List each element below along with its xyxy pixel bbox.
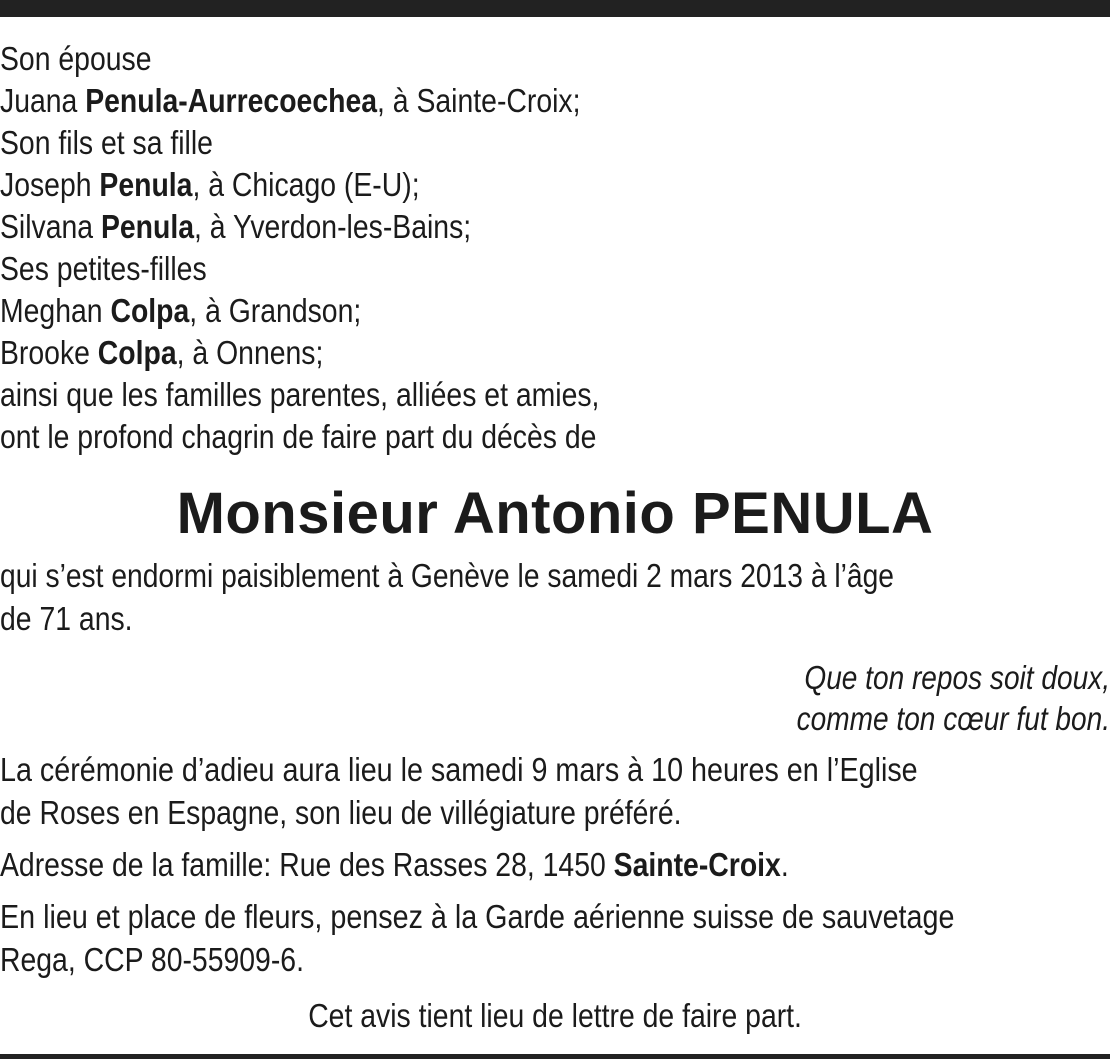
ceremony-line: La cérémonie d’adieu aura lieu le samedi 9 mars à 10 heures en l’Eglise [0,751,918,788]
deceased-name: Monsieur Antonio PENULA [176,481,934,546]
family-line: Brooke Colpa, à Onnens; [0,334,324,371]
family-line: Juana Penula-Aurrecoechea, à Sainte-Croix; [0,82,581,119]
family-line: Ses petites-filles [0,250,207,287]
obituary-notice [0,38,1110,1037]
donation-line: En lieu et place de fleurs, pensez à la Garde aérienne suisse de sauvetage [0,898,955,935]
family-line: ainsi que les familles parentes, alliées et amies, [0,376,600,413]
family-line: Joseph Penula, à Chicago (E-U); [0,166,420,203]
ceremony-info [0,748,1110,834]
death-info-line: de 71 ans. [0,600,133,637]
epitaph-quote [0,657,1110,739]
epitaph-line: Que ton repos soit doux, [804,659,1110,696]
donation-line: Rega, CCP 80-55909-6. [0,941,304,978]
family-line: Silvana Penula, à Yverdon-les-Bains; [0,208,472,245]
closing-note: Cet avis tient lieu de lettre de faire part. [308,997,802,1034]
family-line: Meghan Colpa, à Grandson; [0,292,362,329]
bottom-border-rule [0,1054,1110,1059]
address-line: Adresse de la famille: Rue des Rasses 28, 1450 Sainte-Croix. [0,846,789,883]
epitaph-line: comme ton cœur fut bon. [796,700,1110,737]
family-list [0,38,1110,458]
family-line: Son fils et sa fille [0,124,213,161]
family-address [0,843,1110,886]
family-line: Son épouse [0,40,152,77]
ceremony-line: de Roses en Espagne, son lieu de villégiature préféré. [0,794,682,831]
top-border-bar [0,0,1110,17]
death-info [0,554,1110,640]
donation-info [0,895,1110,981]
death-info-line: qui s’est endormi paisiblement à Genève le samedi 2 mars 2013 à l’âge [0,557,894,594]
family-line: ont le profond chagrin de faire part du décès de [0,418,597,455]
